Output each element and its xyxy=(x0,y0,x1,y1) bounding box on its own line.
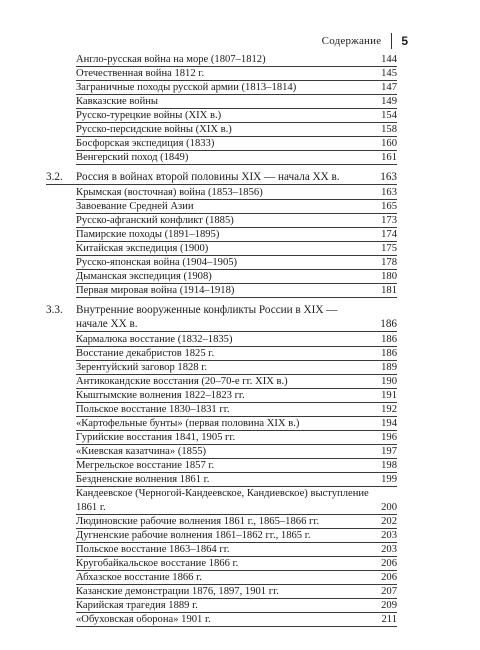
toc-entry-title: Восстание декабристов 1825 г. xyxy=(76,348,215,359)
toc-entry[interactable] xyxy=(76,334,397,347)
toc-section-page: 163 xyxy=(380,171,397,183)
toc-entry-page: 186 xyxy=(381,348,397,359)
toc-entry-page: 158 xyxy=(381,124,397,135)
toc-entry-title: Абхазское восстание 1866 г. xyxy=(76,572,202,583)
toc-entry[interactable] xyxy=(76,362,397,375)
toc-entry-title: Антикокандские восстания (20–70-е гг. XIX в.) xyxy=(76,376,288,387)
toc-entry-title: Карийская трагедия 1889 г. xyxy=(76,600,198,611)
toc-entry-page: 203 xyxy=(381,544,397,555)
toc-entry-title: Польское восстание 1863–1864 гг. xyxy=(76,544,230,555)
toc-entry[interactable] xyxy=(76,243,397,256)
toc-entry-title: «Картофельные бунты» (первая половина XIX в.) xyxy=(76,418,300,429)
toc-entry[interactable] xyxy=(76,124,397,137)
toc-entry-title: Босфорская экспедиция (1833) xyxy=(76,138,215,149)
toc-entry-page: 209 xyxy=(381,600,397,611)
toc-entry[interactable] xyxy=(76,138,397,151)
toc-entry-page: 160 xyxy=(381,138,397,149)
toc-section-title-continued: начале XX в. xyxy=(76,318,138,330)
toc-entry-title: Русско-персидские войны (XIX в.) xyxy=(76,124,232,135)
toc-entry[interactable] xyxy=(76,544,397,557)
toc-entry-page: 161 xyxy=(381,152,397,163)
toc-entry-page: 198 xyxy=(381,460,397,471)
toc-entry-title: Людиновские рабочие волнения 1861 г., 1865–1866 гг. xyxy=(76,516,320,527)
toc-section-title: Россия в войнах второй половины XIX — начала XX в. xyxy=(76,171,340,183)
toc-entry-title: Завоевание Средней Азии xyxy=(76,201,194,212)
toc-entry[interactable] xyxy=(76,432,397,445)
toc-entry-title: Бездненские волнения 1861 г. xyxy=(76,474,210,485)
toc-entry-page: 191 xyxy=(381,390,397,401)
toc-entry[interactable] xyxy=(76,187,397,200)
toc-entry[interactable] xyxy=(76,600,397,613)
toc-entry-page: 147 xyxy=(381,82,397,93)
toc-entry-title: Русско-афганский конфликт (1885) xyxy=(76,215,234,226)
toc-entry[interactable] xyxy=(76,572,397,585)
toc-entry-page: 173 xyxy=(381,215,397,226)
toc-entry-page: 199 xyxy=(381,474,397,485)
toc-entry[interactable] xyxy=(76,404,397,417)
toc-entry-page: 194 xyxy=(381,418,397,429)
toc-entry-page: 165 xyxy=(381,201,397,212)
toc-entry-page: 190 xyxy=(381,376,397,387)
toc-entry[interactable] xyxy=(76,68,397,81)
toc-entry-title: Памирские походы (1891–1895) xyxy=(76,229,220,240)
toc-entry-title: Венгерский поход (1849) xyxy=(76,152,189,163)
toc-entry-title: «Киевская казатчина» (1855) xyxy=(76,446,207,457)
toc-entry[interactable] xyxy=(76,446,397,459)
toc-entry-page: 206 xyxy=(381,558,397,569)
toc-entry-title-continued: 1861 г. xyxy=(76,502,106,513)
toc-entry-page: 202 xyxy=(381,516,397,527)
toc-entry[interactable] xyxy=(76,229,397,242)
toc-entry-page: 154 xyxy=(381,110,397,121)
toc-entry-title: Дыманская экспедиция (1908) xyxy=(76,271,212,282)
toc-entry[interactable] xyxy=(76,460,397,473)
toc-entry-page: 197 xyxy=(381,446,397,457)
toc-entry-title: Англо-русская война на море (1807–1812) xyxy=(76,54,266,65)
toc-entry[interactable] xyxy=(76,271,397,284)
toc-entry-page: 174 xyxy=(381,229,397,240)
toc-entry[interactable] xyxy=(76,516,397,529)
toc-section[interactable] xyxy=(46,304,397,317)
toc-entry[interactable] xyxy=(76,488,397,500)
toc-section-number: 3.3. xyxy=(46,304,63,316)
toc-entry-title: Гурийские восстания 1841, 1905 гг. xyxy=(76,432,236,443)
toc-entry-page: 203 xyxy=(381,530,397,541)
toc-entry-page: 189 xyxy=(381,362,397,373)
toc-entry-page: 186 xyxy=(381,334,397,345)
toc-entry-page: 200 xyxy=(381,502,397,513)
toc-entry[interactable] xyxy=(76,285,397,298)
toc-entry[interactable] xyxy=(76,474,397,487)
toc-entry-title: Польское восстание 1830–1831 гг. xyxy=(76,404,230,415)
toc-entry-page: 192 xyxy=(381,404,397,415)
toc-entry-page: 196 xyxy=(381,432,397,443)
toc-entry[interactable] xyxy=(76,96,397,109)
toc-entry-page: 145 xyxy=(381,68,397,79)
toc-entry-title: Кыштымские волнения 1822–1823 гг. xyxy=(76,390,245,401)
toc-entry-title: Русско-японская война (1904–1905) xyxy=(76,257,238,268)
toc-entry[interactable] xyxy=(76,215,397,228)
toc-entry-title: Крымская (восточная) война (1853–1856) xyxy=(76,187,263,198)
toc-entry-page: 178 xyxy=(381,257,397,268)
toc-entry-title: Первая мировая война (1914–1918) xyxy=(76,285,235,296)
toc-entry-page: 144 xyxy=(381,54,397,65)
toc-entry-page: 206 xyxy=(381,572,397,583)
toc-entry[interactable] xyxy=(76,82,397,95)
toc-entry[interactable] xyxy=(76,152,397,165)
toc-entry-title: Кругобайкальское восстание 1866 г. xyxy=(76,558,239,569)
toc-entry[interactable] xyxy=(76,418,397,431)
toc-entry[interactable] xyxy=(76,110,397,123)
toc-entry-title: Кавказские войны xyxy=(76,96,159,107)
toc-entry-title: Кармалюка восстание (1832–1835) xyxy=(76,334,233,345)
toc-entry[interactable] xyxy=(76,586,397,599)
toc-section-title: Внутренние вооруженные конфликты России в XIX — xyxy=(76,304,338,316)
page-number: 5 xyxy=(401,34,408,48)
toc-entry-page: 211 xyxy=(381,614,397,625)
toc-entry[interactable] xyxy=(76,201,397,214)
toc-section[interactable] xyxy=(46,171,397,185)
page-header xyxy=(322,33,408,49)
toc-entry-title: Дугненские рабочие волнения 1861–1862 гг., 1865 г. xyxy=(76,530,311,541)
toc-entry[interactable] xyxy=(76,558,397,571)
toc-entry-title: Кандеевское (Черногой-Кандеевское, Кандиевское) выступление xyxy=(76,488,369,499)
toc-entry-title: Отечественная война 1812 г. xyxy=(76,68,205,79)
toc-entry-continuation[interactable] xyxy=(76,502,397,515)
toc-entry-page: 207 xyxy=(381,586,397,597)
toc-entry-page: 181 xyxy=(381,285,397,296)
toc-entry[interactable] xyxy=(76,54,397,67)
toc-entry-title: Заграничные походы русской армии (1813–1814) xyxy=(76,82,297,93)
toc-entry-page: 163 xyxy=(381,187,397,198)
toc-section-continuation[interactable] xyxy=(76,318,397,332)
toc-entry-title: Зерентуйский заговор 1828 г. xyxy=(76,362,208,373)
toc-section-page: 186 xyxy=(380,318,397,330)
toc-entry-title: Казанские демонстрации 1876, 1897, 1901 гг. xyxy=(76,586,279,597)
toc-entry-title: Мегрельское восстание 1857 г. xyxy=(76,460,215,471)
toc-entry-page: 180 xyxy=(381,271,397,282)
toc-entry-title: «Обуховская оборона» 1901 г. xyxy=(76,614,211,625)
toc-entry[interactable] xyxy=(76,530,397,543)
toc-entry[interactable] xyxy=(76,348,397,361)
toc-entry-title: Китайская экспедиция (1900) xyxy=(76,243,209,254)
toc-entry[interactable] xyxy=(76,614,397,627)
toc-entry[interactable] xyxy=(76,390,397,403)
header-divider xyxy=(391,33,392,49)
toc-entry-page: 175 xyxy=(381,243,397,254)
toc-section-number: 3.2. xyxy=(46,171,63,183)
running-title: Содержание xyxy=(321,35,382,47)
toc-entry-page: 149 xyxy=(381,96,397,107)
toc-entry[interactable] xyxy=(76,257,397,270)
toc-entry-title: Русско-турецкие войны (XIX в.) xyxy=(76,110,222,121)
toc-entry[interactable] xyxy=(76,376,397,389)
